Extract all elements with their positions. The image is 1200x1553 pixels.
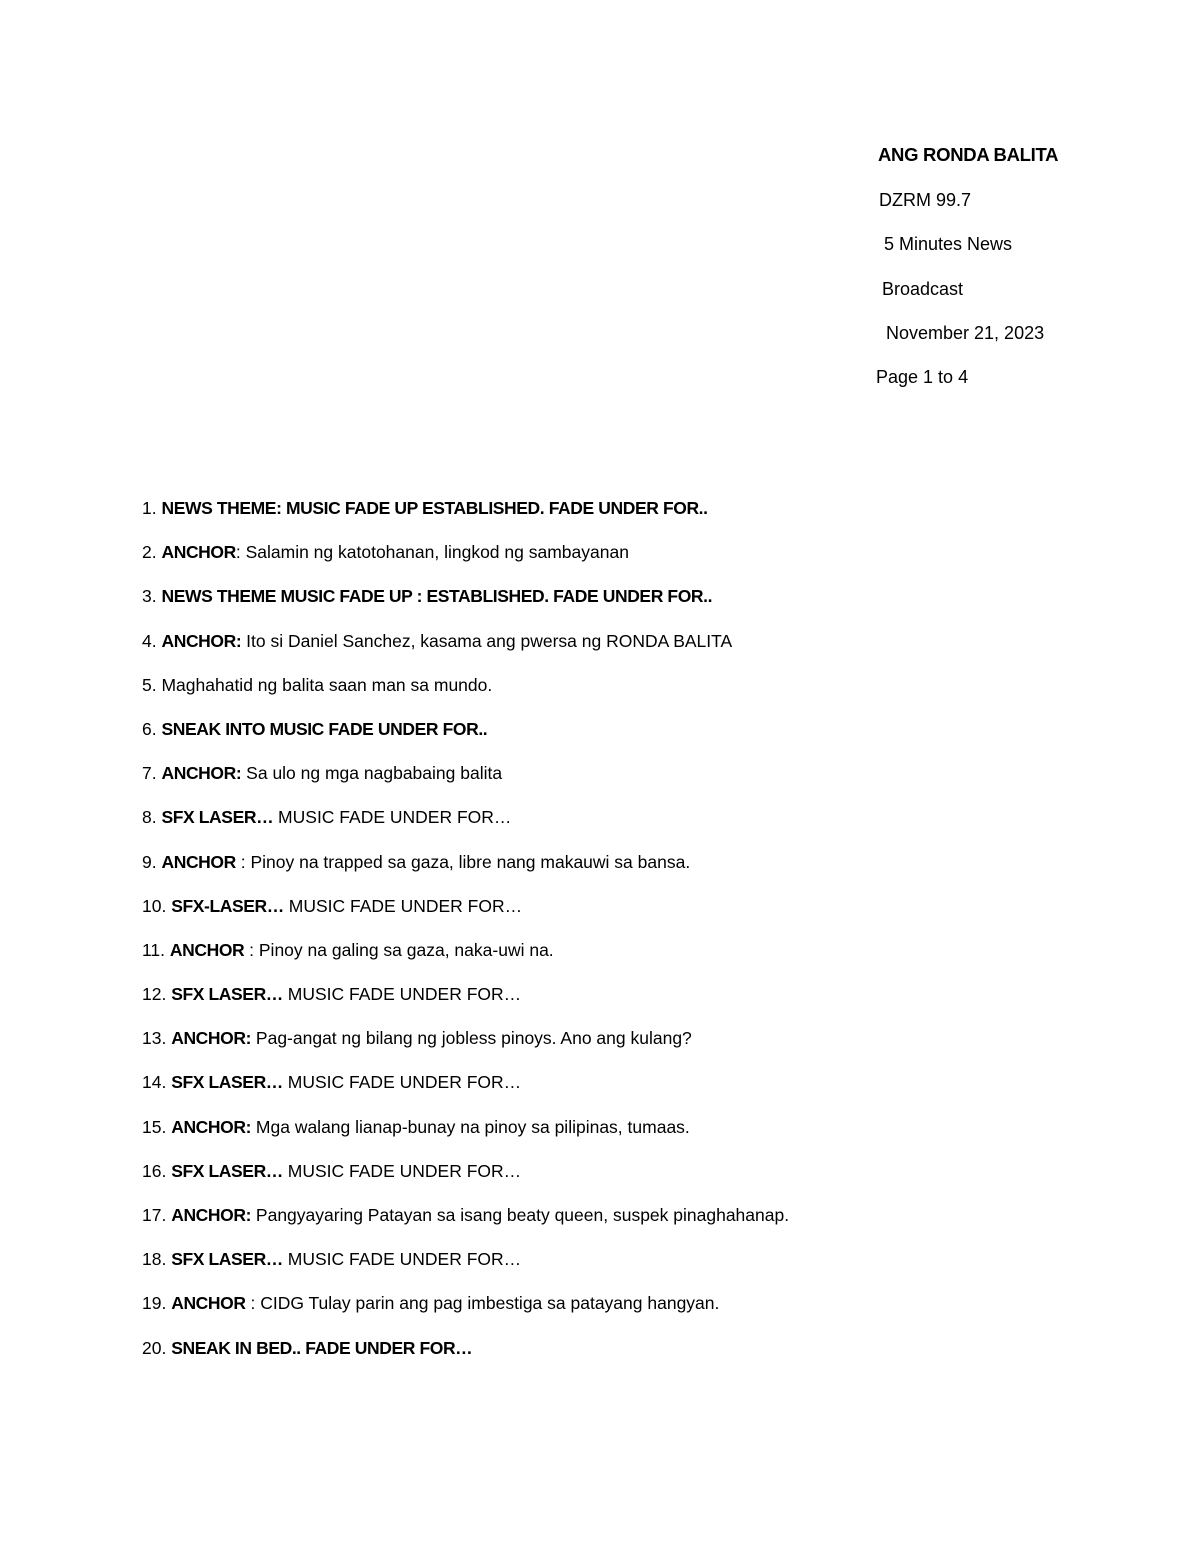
item-text: MUSIC FADE UNDER FOR… <box>282 1249 522 1270</box>
item-number: 19. <box>142 1293 172 1314</box>
page-range: Page 1 to 4 <box>876 367 969 387</box>
item-number: 7. <box>142 763 162 784</box>
script-item <box>142 850 1142 894</box>
item-cue: ANCHOR: <box>171 1205 252 1225</box>
item-number: 3. <box>142 586 162 607</box>
item-number: 12. <box>142 984 172 1005</box>
item-number: 18. <box>142 1249 172 1270</box>
item-number: 4. <box>142 630 162 651</box>
script-item <box>142 1070 1142 1114</box>
item-number: 11. <box>142 939 170 960</box>
item-cue: SFX-LASER… <box>171 895 284 916</box>
item-cue: SFX LASER… <box>171 984 283 1005</box>
item-cue: NEWS THEME: MUSIC FADE UP ESTABLISHED. FADE UNDER FOR.. <box>161 498 708 518</box>
script-item <box>142 540 1142 584</box>
item-cue: ANCHOR <box>161 851 236 872</box>
item-cue: SNEAK IN BED.. FADE UNDER FOR… <box>171 1337 473 1358</box>
program-duration: 5 Minutes News <box>879 234 1013 254</box>
item-cue: SFX LASER… <box>171 1249 283 1270</box>
item-text: MUSIC FADE UNDER FOR… <box>273 807 512 828</box>
item-cue: ANCHOR <box>171 1293 246 1314</box>
script-item <box>142 1115 1142 1159</box>
item-cue: SFX LASER… <box>161 807 274 828</box>
item-text: : CIDG Tulay parin ang pag imbestiga sa patayang hangyan. <box>245 1293 720 1314</box>
item-text: : Salamin ng katotohanan, lingkod ng sambayanan <box>235 542 629 563</box>
script-item <box>142 761 1142 805</box>
program-title: ANG RONDA BALITA <box>878 144 1059 165</box>
item-cue: SFX LASER… <box>171 1072 283 1093</box>
script-item <box>142 1291 1142 1335</box>
item-text: Maghahatid ng balita saan man sa mundo. <box>161 674 493 695</box>
item-text: MUSIC FADE UNDER FOR… <box>282 1160 522 1181</box>
item-text: Mga walang lianap-bunay na pinoy sa pilipinas, tumaas. <box>251 1116 690 1137</box>
script-item <box>142 584 1142 628</box>
item-text: Sa ulo ng mga nagbabaing balita <box>241 763 503 784</box>
item-number: 17. <box>142 1205 172 1225</box>
script-item <box>142 629 1142 673</box>
item-text: Ito si Daniel Sanchez, kasama ang pwersa ng RONDA BALITA <box>241 630 733 651</box>
script-list <box>142 496 1142 1380</box>
script-item <box>142 1026 1142 1070</box>
script-item <box>142 717 1142 761</box>
item-number: 8. <box>142 807 162 828</box>
script-item <box>142 938 1142 982</box>
script-item <box>142 1159 1142 1203</box>
item-cue: NEWS THEME MUSIC FADE UP : ESTABLISHED. FADE UNDER FOR.. <box>161 586 713 607</box>
item-cue: ANCHOR <box>161 542 236 563</box>
item-cue: ANCHOR: <box>171 1116 252 1137</box>
script-item <box>142 673 1142 717</box>
item-number: 10. <box>142 895 172 916</box>
item-number: 6. <box>142 718 162 739</box>
item-number: 14. <box>142 1072 172 1093</box>
item-cue: ANCHOR: <box>161 630 242 651</box>
item-number: 20. <box>142 1337 172 1358</box>
item-text: MUSIC FADE UNDER FOR… <box>282 1072 522 1093</box>
script-item <box>142 1203 1142 1247</box>
item-number: 15. <box>142 1116 172 1137</box>
script-item <box>142 496 1142 540</box>
item-text: : Pinoy na trapped sa gaza, libre nang makauwi sa bansa. <box>235 851 691 872</box>
item-number: 2. <box>142 542 162 563</box>
script-item <box>142 1247 1142 1291</box>
item-text: Pag-angat ng bilang ng jobless pinoys. Ano ang kulang? <box>251 1028 692 1049</box>
item-text: Pangyayaring Patayan sa isang beaty queen, suspek pinaghahanap. <box>251 1205 790 1225</box>
script-item <box>142 982 1142 1026</box>
station-label: DZRM 99.7 <box>879 190 972 210</box>
script-item <box>142 805 1142 849</box>
item-cue: ANCHOR: <box>161 763 242 784</box>
broadcast-date: November 21, 2023 <box>876 323 1045 343</box>
item-number: 1. <box>142 498 162 518</box>
item-cue: ANCHOR: <box>171 1028 252 1049</box>
script-item <box>142 1336 1142 1380</box>
header-block <box>0 0 1200 420</box>
item-text: MUSIC FADE UNDER FOR… <box>283 895 523 916</box>
program-type: Broadcast <box>877 279 964 299</box>
item-cue: SFX LASER… <box>171 1160 283 1181</box>
item-number: 5. <box>142 674 162 695</box>
item-number: 16. <box>142 1160 172 1181</box>
item-number: 13. <box>142 1028 172 1049</box>
item-number: 9. <box>142 851 162 872</box>
item-cue: ANCHOR <box>169 939 245 960</box>
item-text: MUSIC FADE UNDER FOR… <box>282 984 522 1005</box>
item-cue: SNEAK INTO MUSIC FADE UNDER FOR.. <box>161 718 488 739</box>
item-text: : Pinoy na galing sa gaza, naka-uwi na. <box>244 939 554 960</box>
script-item <box>142 894 1142 938</box>
